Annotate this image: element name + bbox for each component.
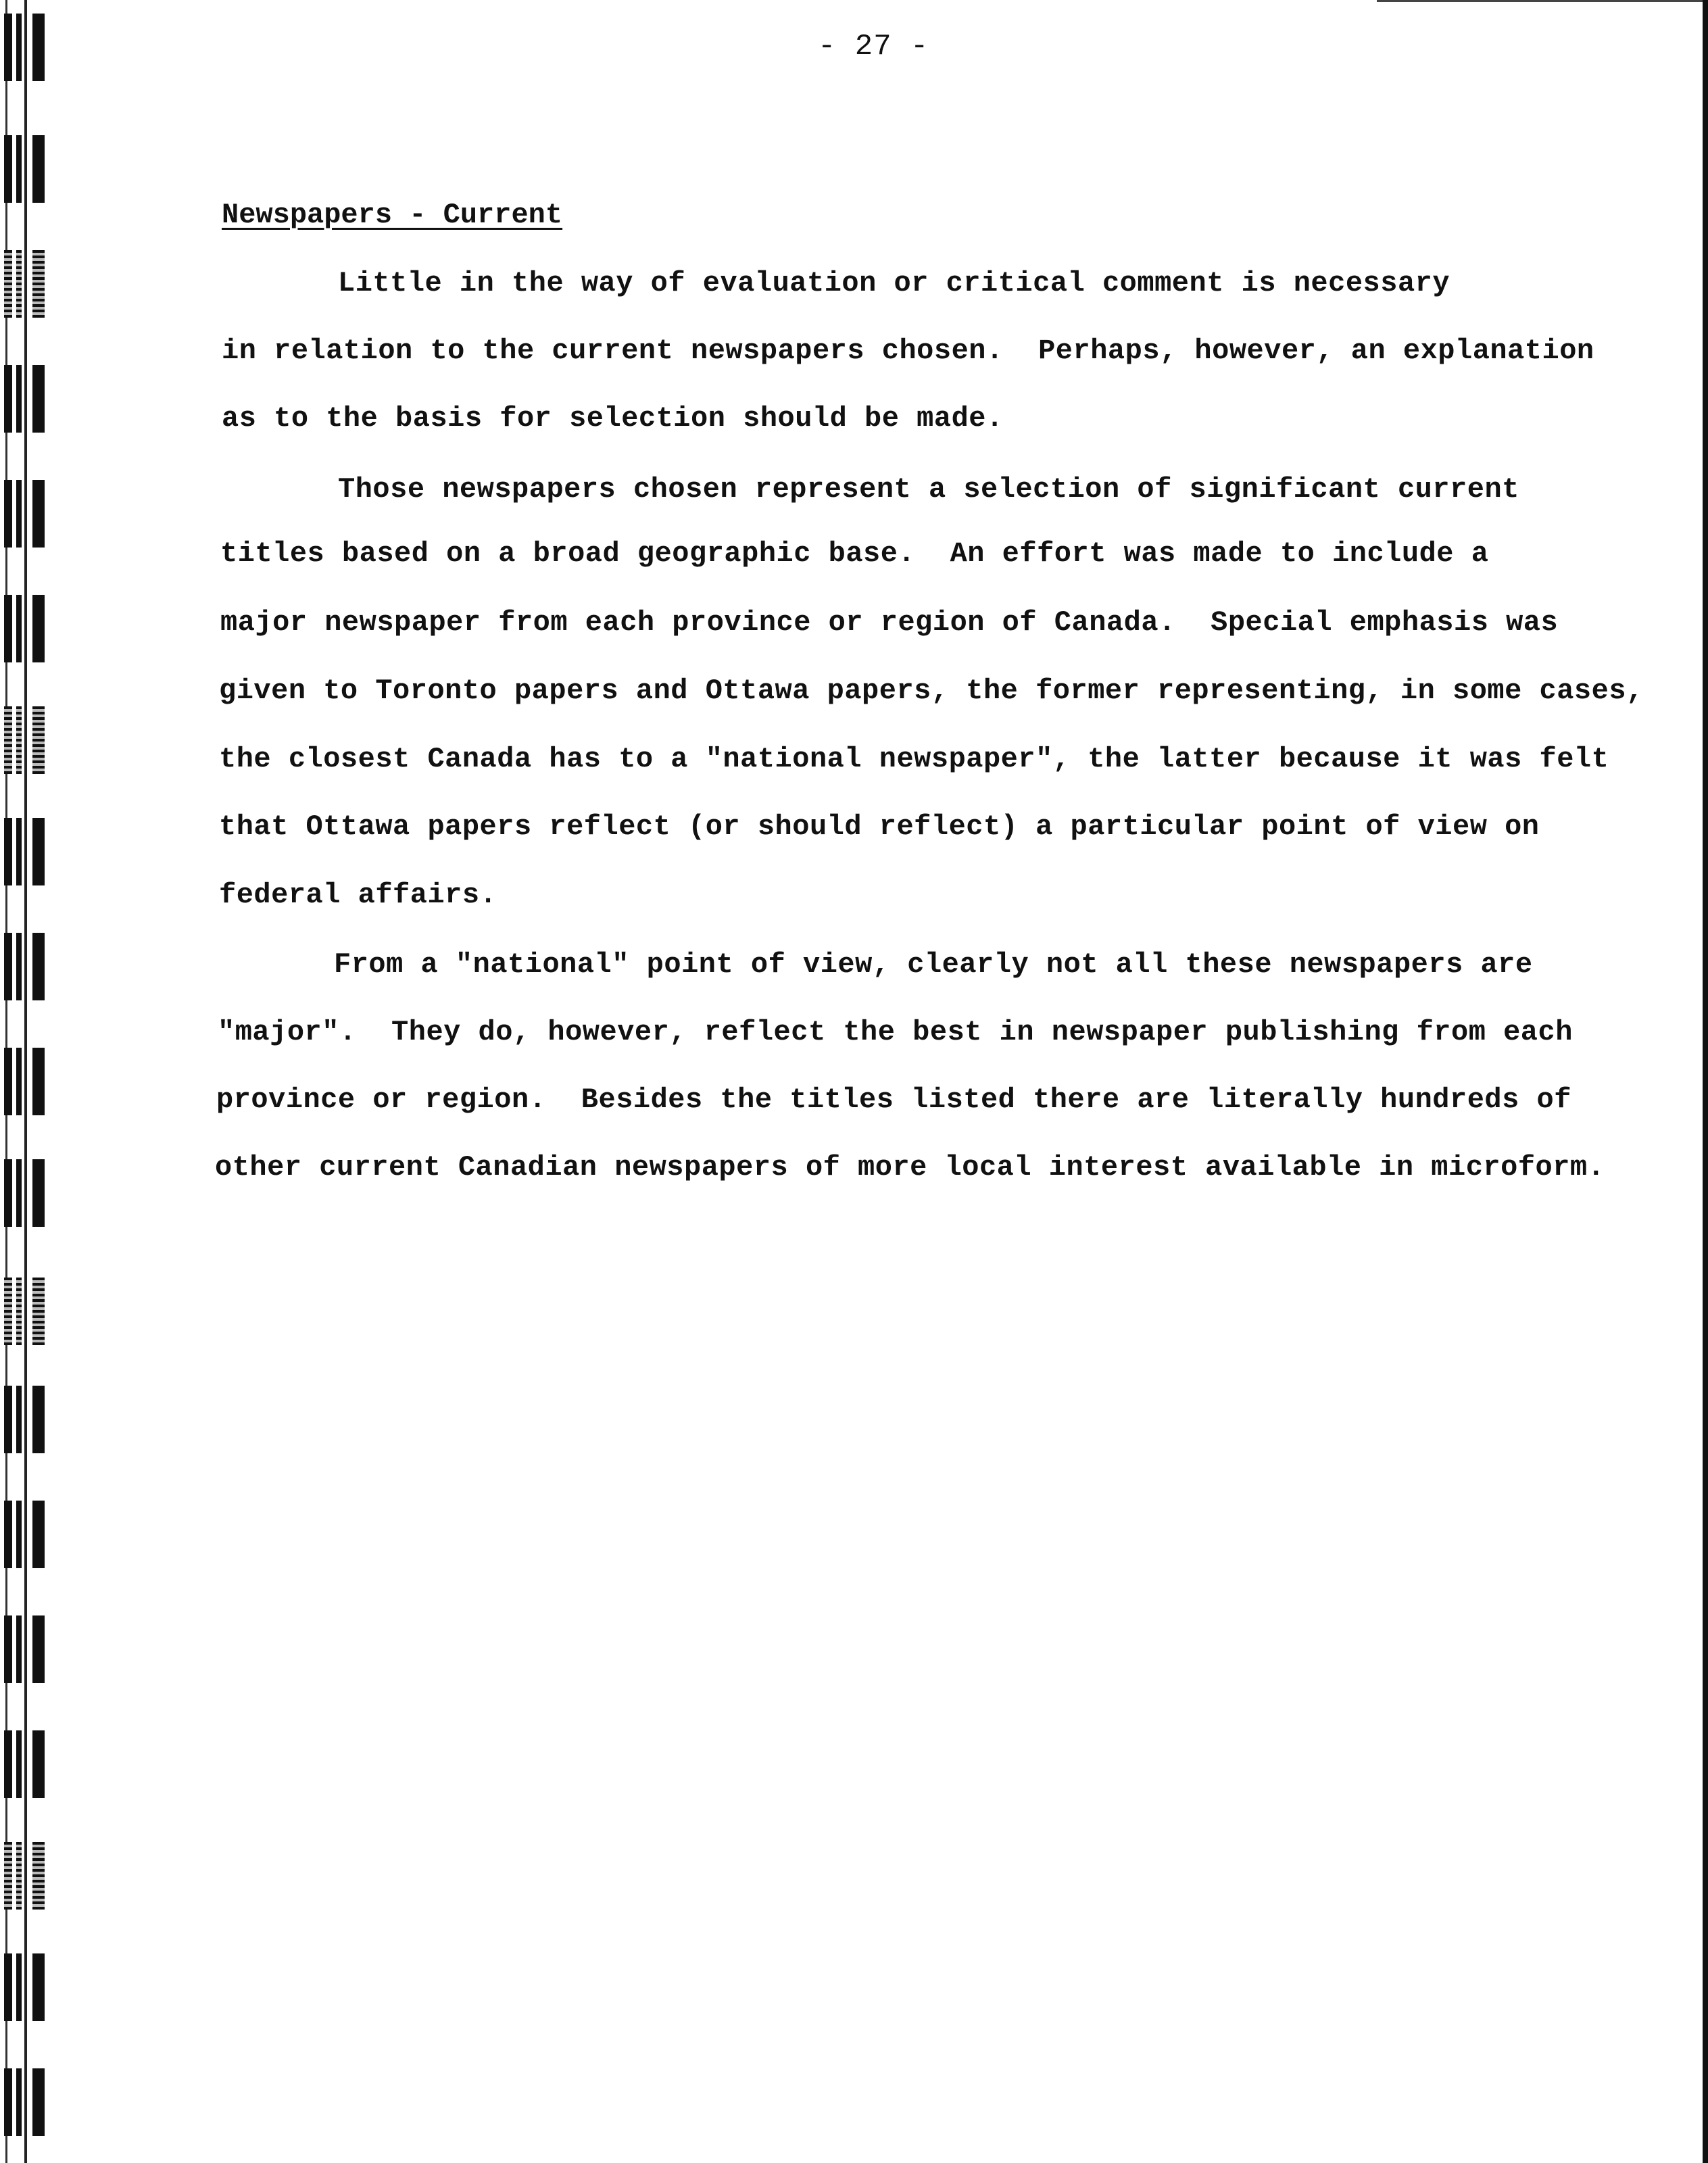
binding-stitch [1, 706, 50, 774]
page-number: - 27 - [818, 30, 929, 64]
body-line: "major". They do, however, reflect the best in newspaper publishing from each [218, 1016, 1573, 1048]
binding-stitch [1, 14, 50, 81]
binding-stitch [1, 933, 50, 1000]
body-line: titles based on a broad geographic base. An effort was made to include a [220, 537, 1489, 570]
body-line: From a "national" point of view, clearly not all these newspapers are [334, 948, 1533, 981]
binding-stitch [1, 135, 50, 203]
binding-stitch [1, 1842, 50, 1910]
body-line: as to the basis for selection should be made. [222, 402, 1004, 435]
binding-stitch [1, 1159, 50, 1227]
binding-stitch [1, 2068, 50, 2136]
body-line: Little in the way of evaluation or critical comment is necessary [338, 267, 1450, 299]
body-line: Those newspapers chosen represent a selection of significant current [338, 473, 1519, 506]
binding-stitch [1, 1501, 50, 1568]
page-edge [1703, 0, 1708, 2163]
body-line: the closest Canada has to a "national newspaper", the latter because it was felt [219, 743, 1609, 775]
binding-stitch [1, 818, 50, 885]
body-line: given to Toronto papers and Ottawa papers, the former representing, in some cases, [219, 675, 1644, 707]
binding-stitch [1, 595, 50, 662]
binding-stitch [1, 365, 50, 433]
top-edge-rule [1377, 0, 1708, 2]
body-line: major newspaper from each province or region of Canada. Special emphasis was [220, 606, 1559, 639]
spiral-binding [0, 0, 54, 2163]
binding-stitch [1, 1386, 50, 1453]
binding-stitch [1, 250, 50, 318]
binding-stitch [1, 1615, 50, 1683]
binding-stitch [1, 1730, 50, 1798]
body-line: federal affairs. [219, 879, 497, 911]
body-line: other current Canadian newspapers of more local interest available in microform. [215, 1151, 1605, 1184]
binding-stitch [1, 480, 50, 548]
section-heading: Newspapers - Current [222, 199, 563, 231]
body-line: in relation to the current newspapers chosen. Perhaps, however, an explanation [222, 335, 1594, 367]
binding-stitch [1, 1048, 50, 1115]
body-line: that Ottawa papers reflect (or should reflect) a particular point of view on [219, 810, 1540, 843]
binding-stitch [1, 1278, 50, 1345]
body-line: province or region. Besides the titles listed there are literally hundreds of [216, 1084, 1571, 1116]
binding-stitch [1, 1953, 50, 2021]
